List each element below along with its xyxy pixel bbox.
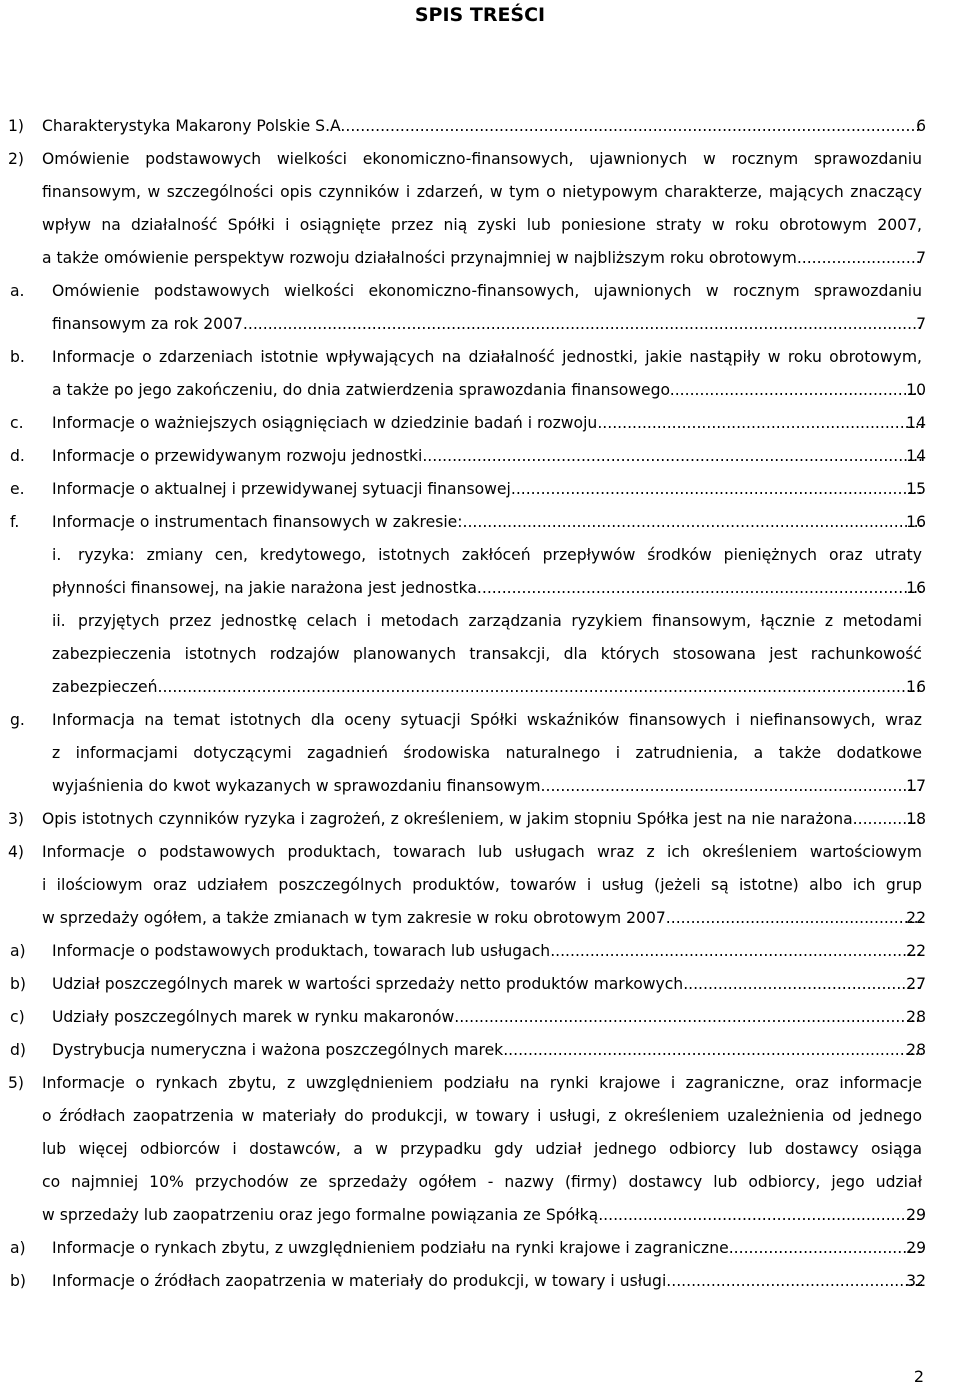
toc-entry-text-line: w sprzedaży ogółem, a także zmianach w tym zakresie w roku obrotowym 2007	[42, 909, 666, 927]
toc-entry-leader-line	[42, 803, 960, 836]
toc-entry-marker: b)	[10, 1272, 26, 1290]
toc-entry-leader-line	[52, 770, 960, 803]
toc-entry-marker: g.	[10, 711, 25, 729]
toc-entry-marker: a)	[10, 942, 26, 960]
toc-entry-content	[52, 407, 926, 440]
toc-entry-text-line: lub więcej odbiorców i dostawców, a w przypadku gdy udział jednego odbiorcy lub dostawcy osiąga	[42, 1140, 922, 1158]
toc-entry-marker: b)	[10, 975, 26, 993]
toc-entry-text-line: Dystrybucja numeryczna i ważona poszczególnych marek	[52, 1041, 504, 1059]
toc-entry[interactable]	[0, 1265, 960, 1298]
toc-entry-page-number: 16	[906, 678, 926, 696]
dot-leader	[477, 572, 922, 605]
toc-entry[interactable]	[0, 968, 960, 1001]
toc-entry[interactable]	[0, 407, 960, 440]
dot-leader	[503, 1034, 922, 1067]
toc-entry-text-line: a także omówienie perspektyw rozwoju działalności przynajmniej w najbliższym roku obrotowym	[42, 249, 797, 267]
toc-entry-page-number: 6	[916, 117, 926, 135]
toc-entry[interactable]	[0, 275, 960, 341]
toc-entry[interactable]	[0, 1001, 960, 1034]
toc-entry-page-number: 22	[906, 942, 926, 960]
toc-entry-text-line: Informacje o podstawowych produktach, towarach lub usługach wraz z ich określeniem wartościowym	[42, 843, 922, 861]
toc-entry-text-line: o źródłach zaopatrzenia w materiały do produkcji, w towary i usługi, z określeniem uzależnienia od jednego	[42, 1107, 922, 1125]
dot-leader	[463, 506, 922, 539]
toc-entry[interactable]	[0, 143, 960, 275]
dot-leader	[597, 407, 922, 440]
dot-leader	[675, 374, 922, 407]
toc-entry-leader-line	[52, 506, 960, 539]
dot-leader	[243, 308, 922, 341]
toc-entry-leader-line	[52, 671, 960, 704]
toc-entry-marker: d.	[10, 447, 25, 465]
toc-entry-text-line: wyjaśnienia do kwot wykazanych w sprawozdaniu finansowym.	[52, 777, 546, 795]
toc-entry-content	[52, 539, 926, 605]
toc-entry-content	[52, 275, 926, 341]
toc-entry-text-line: ryzyka: zmiany cen, kredytowego, istotnych zakłóceń przepływów środków pieniężnych oraz utraty	[78, 546, 922, 564]
toc-entry-text-line: Informacje o rynkach zbytu, z uwzględnieniem podziału na rynki krajowe i zagraniczne, oraz informacje	[42, 1074, 922, 1092]
toc-entry-leader-line	[42, 1199, 960, 1232]
dot-leader	[603, 1199, 922, 1232]
toc-entry-content	[52, 968, 926, 1001]
toc-entry-page-number: 29	[906, 1206, 926, 1224]
toc-entry-page-number: 7	[916, 249, 926, 267]
toc-entry[interactable]	[0, 341, 960, 407]
toc-entry-text-line: z informacjami dotyczącymi zagadnień środowiska naturalnego i zatrudnienia, a także dodatkowe	[52, 744, 922, 762]
toc-entry-content	[42, 110, 926, 143]
dot-leader	[666, 1265, 922, 1298]
toc-entry-page-number: 17	[906, 777, 926, 795]
toc-entry-text-line: zabezpieczeń.	[52, 678, 163, 696]
toc-entry-text-line: a także po jego zakończeniu, do dnia zatwierdzenia sprawozdania finansowego.	[52, 381, 675, 399]
toc-title: SPIS TREŚCI	[414, 4, 546, 26]
toc-entry-content	[52, 935, 926, 968]
toc-entry-text-line: Informacje o źródłach zaopatrzenia w materiały do produkcji, w towary i usługi	[52, 1272, 667, 1290]
toc-entry-page-number: 28	[906, 1041, 926, 1059]
dot-leader	[729, 1232, 922, 1265]
toc-entry-page-number: 28	[906, 1008, 926, 1026]
toc-entry-content	[52, 1265, 926, 1298]
toc-entry-text-line: Informacje o ważniejszych osiągnięciach w dziedzinie badań i rozwoju	[52, 414, 598, 432]
toc-entry-text-line: co najmniej 10% przychodów ze sprzedaży ogółem - nazwy (firmy) dostawcy lub odbiorcy, jego udział	[42, 1173, 922, 1191]
toc-entry-leader-line	[52, 1034, 960, 1067]
toc-entry-text-line: Informacja na temat istotnych dla oceny sytuacji Spółki wskaźników finansowych i niefinansowych, wraz	[52, 711, 922, 729]
toc-entry-page-number: 27	[906, 975, 926, 993]
toc-entry[interactable]	[0, 935, 960, 968]
dot-leader	[683, 968, 922, 1001]
toc-entry-content	[52, 704, 926, 803]
toc-entry-leader-line	[52, 1232, 960, 1265]
toc-entry-text-line: Omówienie podstawowych wielkości ekonomiczno-finansowych, ujawnionych w rocznym sprawozdaniu	[42, 150, 922, 168]
toc-entry[interactable]	[0, 506, 960, 539]
toc-entry-marker: i.	[52, 546, 62, 564]
toc-entry-text-line: Udział poszczególnych marek w wartości sprzedaży netto produktów markowych	[52, 975, 684, 993]
dot-leader	[550, 935, 922, 968]
dot-leader	[454, 1001, 922, 1034]
dot-leader	[666, 902, 922, 935]
toc-entry-page-number: 7	[916, 315, 926, 333]
toc-entry-text-line: przyjętych przez jednostkę celach i metodach zarządzania ryzykiem finansowym, łącznie z metodami	[78, 612, 922, 630]
toc-entry[interactable]	[0, 836, 960, 935]
toc-entry-page-number: 29	[906, 1239, 926, 1257]
toc-entry-content	[52, 1034, 926, 1067]
toc-entry[interactable]	[0, 1034, 960, 1067]
toc-entry-page-number: 14	[906, 447, 926, 465]
toc-entry-marker: f.	[10, 513, 20, 531]
toc-entry-content	[42, 1067, 926, 1232]
toc-entry-text-line: Informacje o zdarzeniach istotnie wpływających na działalność jednostki, jakie nastąpiły w roku obrotowym,	[52, 348, 922, 366]
dot-leader	[546, 770, 922, 803]
toc-entry-content	[52, 440, 926, 473]
toc-entry-leader-line	[52, 572, 960, 605]
toc-entry-marker: c)	[10, 1008, 25, 1026]
toc-entry-page-number: 15	[906, 480, 926, 498]
toc-entry[interactable]	[0, 1232, 960, 1265]
toc-entry-marker: 4)	[8, 843, 25, 861]
toc-entry-marker: 1)	[8, 117, 25, 135]
toc-entry-content	[52, 1001, 926, 1034]
toc-entry-leader-line	[42, 242, 960, 275]
toc-entry-text-line: Informacje o instrumentach finansowych w zakresie:	[52, 513, 463, 531]
toc-entry-page-number: 32	[906, 1272, 926, 1290]
toc-entry-marker: c.	[10, 414, 24, 432]
toc-entry-content	[52, 1232, 926, 1265]
toc-entry-text-line: Opis istotnych czynników ryzyka i zagrożeń, z określeniem, w jakim stopniu Spółka jest na nie narażona	[42, 810, 853, 828]
toc-entry-marker: a.	[10, 282, 25, 300]
toc-entry-page-number: 14	[906, 414, 926, 432]
toc-entry[interactable]	[0, 110, 960, 143]
toc-entry-leader-line	[52, 473, 960, 506]
toc-entry-content	[52, 506, 926, 539]
toc-entry-text-line: w sprzedaży lub zaopatrzeniu oraz jego formalne powiązania ze Spółką.	[42, 1206, 604, 1224]
toc-entry-leader-line	[42, 110, 960, 143]
toc-entry[interactable]	[0, 1067, 960, 1232]
toc-entry-page-number: 10	[906, 381, 926, 399]
toc-entry-text-line: Informacje o aktualnej i przewidywanej sytuacji finansowej.	[52, 480, 516, 498]
dot-leader	[422, 440, 922, 473]
toc-entry-leader-line	[52, 968, 960, 1001]
toc-entry[interactable]	[0, 440, 960, 473]
toc-entry[interactable]	[0, 704, 960, 803]
toc-entry-marker: 3)	[8, 810, 25, 828]
toc-entry-page-number: 16	[906, 579, 926, 597]
toc-entry-leader-line	[52, 374, 960, 407]
dot-leader	[516, 473, 922, 506]
toc-entry-leader-line	[52, 1001, 960, 1034]
toc-entry-text-line: Informacje o przewidywanym rozwoju jednostki	[52, 447, 423, 465]
toc-entry[interactable]	[0, 605, 960, 704]
toc-entry-page-number: 22	[906, 909, 926, 927]
toc-entry-content	[52, 605, 926, 704]
toc-entry-text-line: Udziały poszczególnych marek w rynku makaronów	[52, 1008, 455, 1026]
toc-entry-marker: b.	[10, 348, 25, 366]
toc-entry-text-line: i ilościowym oraz udziałem poszczególnych produktów, towarów i usług (jeżeli są istotne) albo ich grup	[42, 876, 922, 894]
toc-entry-marker: 5)	[8, 1074, 25, 1092]
toc-entry-text-line: wpływ na działalność Spółki i osiągnięte przez nią zyski lub poniesione straty w roku obrotowym 2007,	[42, 216, 922, 234]
dot-leader	[162, 671, 922, 704]
toc-entry-text-line: finansowym za rok 2007	[52, 315, 243, 333]
toc-entry[interactable]	[0, 473, 960, 506]
toc-entry-text-line: Informacje o rynkach zbytu, z uwzględnieniem podziału na rynki krajowe i zagraniczne	[52, 1239, 729, 1257]
toc-entry-leader-line	[52, 440, 960, 473]
toc-entry-text-line: płynności finansowej, na jakie narażona jest jednostka	[52, 579, 477, 597]
toc-entry-text-line: Charakterystyka Makarony Polskie S.A.	[42, 117, 346, 135]
toc-entry-leader-line	[52, 407, 960, 440]
toc-entry-page-number: 18	[906, 810, 926, 828]
page-number: 2	[913, 1367, 924, 1386]
toc-entry-leader-line	[52, 935, 960, 968]
toc-entry-content	[42, 803, 926, 836]
toc-entry-text-line: finansowym, w szczególności opis czynników i zdarzeń, w tym o nietypowym charakterze, mających znaczący	[42, 183, 922, 201]
toc-entry-leader-line	[52, 1265, 960, 1298]
toc-entry-marker: ii.	[52, 612, 66, 630]
toc-entry-content	[52, 341, 926, 407]
toc-entry[interactable]	[0, 539, 960, 605]
toc-entry-marker: e.	[10, 480, 25, 498]
toc-entry-marker: d)	[10, 1041, 26, 1059]
dot-leader	[345, 110, 922, 143]
toc-entry[interactable]	[0, 803, 960, 836]
toc-entry-page-number: 16	[906, 513, 926, 531]
toc-entry-marker: a)	[10, 1239, 26, 1257]
dot-leader	[797, 242, 922, 275]
toc-entry-marker: 2)	[8, 150, 25, 168]
toc-entry-text-line: zabezpieczenia istotnych rodzajów planowanych transakcji, dla których stosowana jest rachunkowość	[52, 645, 922, 663]
toc-entry-text-line: Omówienie podstawowych wielkości ekonomiczno-finansowych, ujawnionych w rocznym sprawozdaniu	[52, 282, 922, 300]
toc-entry-content	[42, 836, 926, 935]
table-of-contents	[0, 110, 960, 1298]
toc-entry-leader-line	[42, 902, 960, 935]
toc-entry-leader-line	[52, 308, 960, 341]
toc-entry-content	[42, 143, 926, 275]
toc-entry-text-line: Informacje o podstawowych produktach, towarach lub usługach	[52, 942, 551, 960]
toc-entry-content	[52, 473, 926, 506]
